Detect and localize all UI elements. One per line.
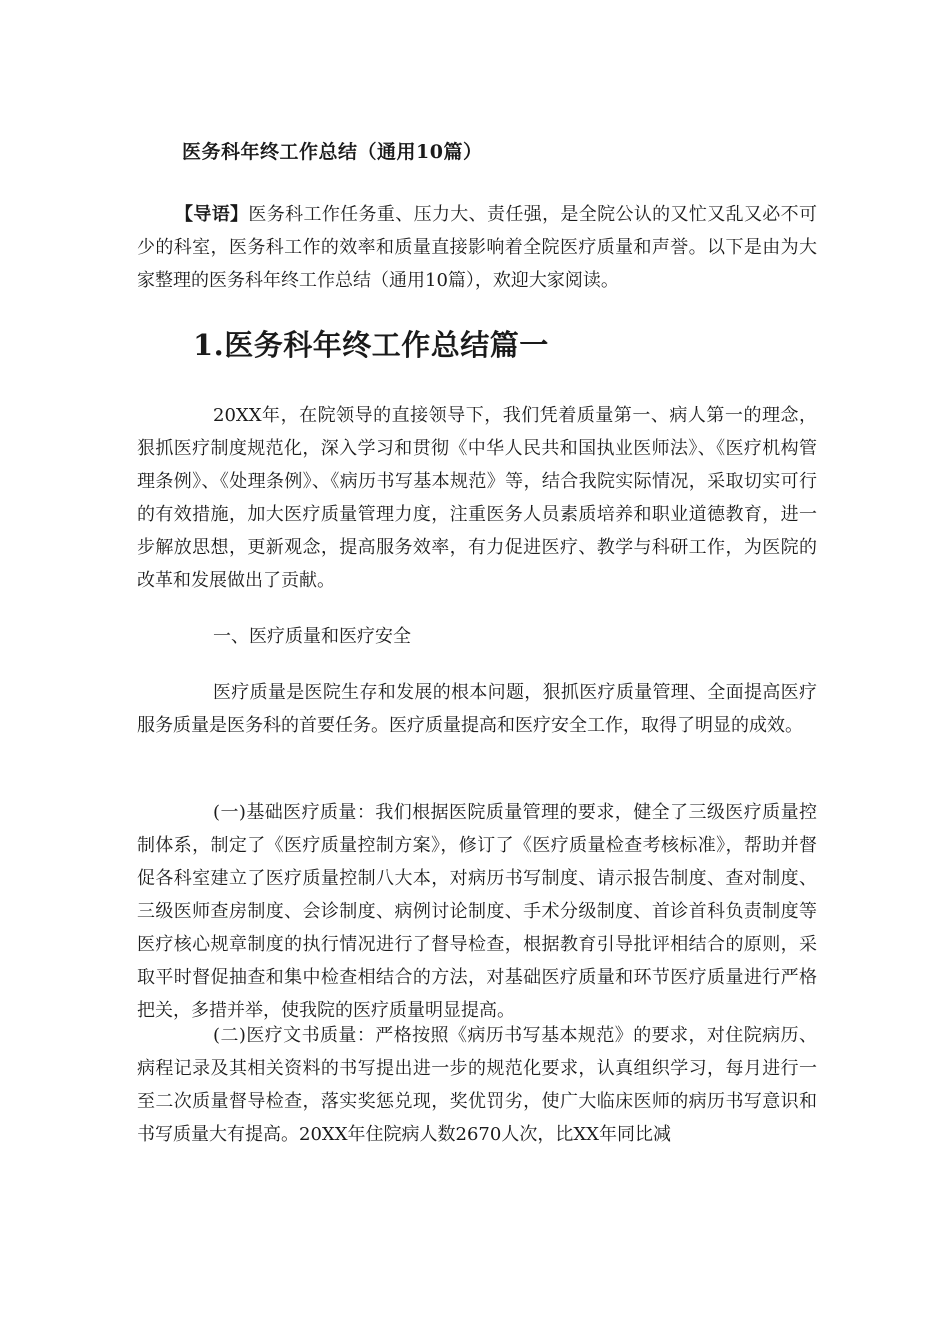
subsection-heading: 一、医疗质量和医疗安全 (213, 626, 411, 647)
lead-label: 【导语】 (175, 204, 249, 225)
body-paragraph: 20XX年，在院领导的直接领导下，我们凭着质量第一、病人第一的理念，狠抓医疗制度规范化，深入学习和贯彻《中华人民共和国执业医师法》、《医疗机构管理条例》、《处理条例》、《病历书写基本规范》等，结合我院实际情况，采取切实可行的有效措施，加大医疗质量管理力度，注重医务人员素质培养和职业道德教育，进一步解放思想，更新观念，提高服务效率，有力促进医疗、教学与科研工作，为医院的改革和发展做出了贡献。 (137, 405, 817, 591)
document-title: 医务科年终工作总结（通用10篇） (182, 141, 483, 163)
body-paragraph: (一)基础医疗质量：我们根据医院质量管理的要求，健全了三级医疗质量控制体系，制定了《医疗质量控制方案》，修订了《医疗质量检查考核标准》，帮助并督促各科室建立了医疗质量控制八大本，对病历书写制度、请示报告制度、查对制度、三级医师查房制度、会诊制度、病例讨论制度、手术分级制度、首诊首科负责制度等医疗核心规章制度的执行情况进行了督导检查，根据教育引导批评相结合的原则，采取平时督促抽查和集中检查相结合的方法，对基础医疗质量和环节医疗质量进行严格把关，多措并举，使我院的医疗质量明显提高。 (137, 802, 817, 1021)
section-heading: 1.医务科年终工作总结篇一 (193, 328, 549, 362)
lead-paragraph (137, 198, 817, 297)
body-paragraph: 医疗质量是医院生存和发展的根本问题，狠抓医疗质量管理、全面提高医疗服务质量是医务科的首要任务。医疗质量提高和医疗安全工作，取得了明显的成效。 (137, 682, 817, 736)
body-paragraph: (二)医疗文书质量：严格按照《病历书写基本规范》的要求，对住院病历、病程记录及其相关资料的书写提出进一步的规范化要求，认真组织学习，每月进行一至二次质量督导检查，落实奖惩兑现，奖优罚劣，使广大临床医师的病历书写意识和书写质量大有提高。20XX年住院病人数2670人次，比XX年同比减 (137, 1025, 817, 1145)
lead-text: 医务科工作任务重、压力大、责任强，是全院公认的又忙又乱又必不可少的科室，医务科工作的效率和质量直接影响着全院医疗质量和声誉。以下是由为大家整理的医务科年终工作总结（通用10篇），欢迎大家阅读。 (137, 204, 818, 291)
